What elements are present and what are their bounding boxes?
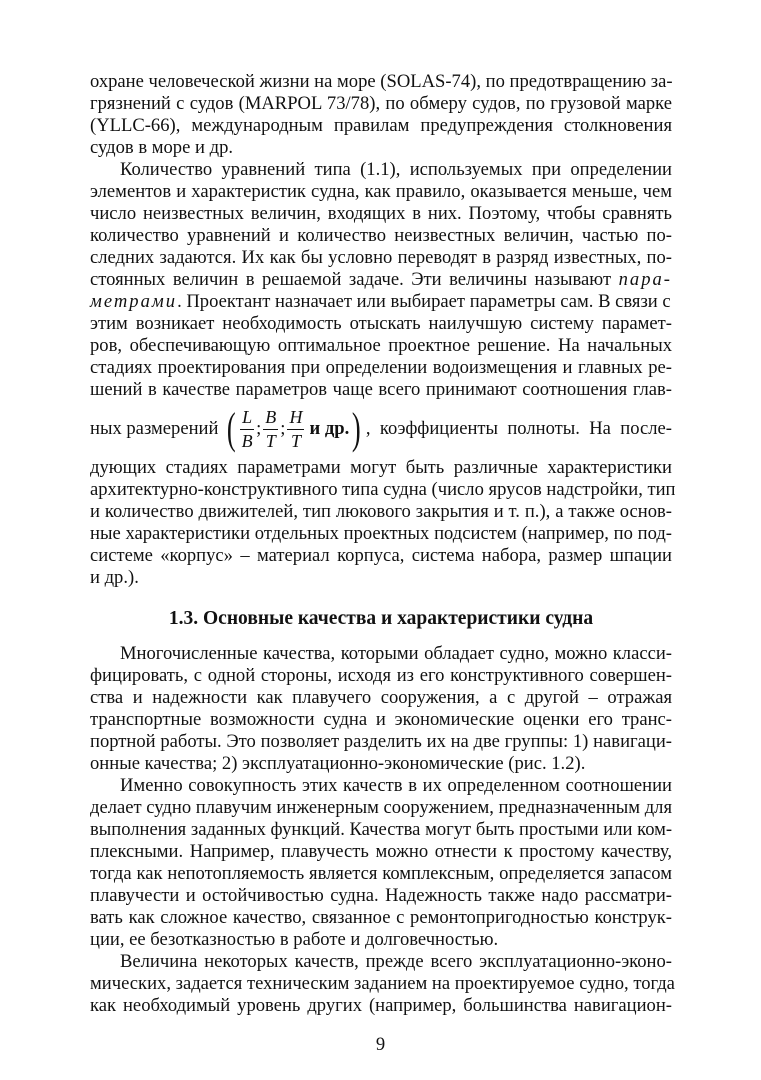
fraction-l-b — [240, 406, 254, 453]
text-line: охране человеческой жизни на море (SOLAS-74), по предотвращению за- — [90, 71, 673, 92]
text-span: стоянных величин в решаемой задаче. Эти величины называют — [90, 269, 612, 290]
text-line: и количество движителей, тип люкового закрытия и т. п.), а также основ- — [90, 501, 672, 522]
formula-post — [366, 418, 672, 440]
text-word: , — [365, 418, 371, 439]
numerator: B — [263, 406, 278, 430]
text-word: после- — [620, 418, 672, 439]
fraction-h-t — [287, 406, 304, 453]
formula-line — [90, 401, 672, 457]
paragraph-1 — [90, 71, 672, 159]
fraction-b-t — [263, 406, 278, 453]
text-line: выполнения заданных функций. Качества могут быть простыми или ком- — [90, 819, 673, 840]
separator: ; — [256, 418, 262, 439]
paragraph-5 — [90, 951, 675, 1017]
paragraph-3 — [90, 643, 672, 775]
page-number: 9 — [375, 1034, 386, 1055]
text-line: элементов и характеристик судна, как правило, оказывается меньше, чем — [90, 181, 672, 202]
page-body — [90, 71, 676, 1017]
text-span: . Проектант назначает или выбирает параметры сам. В связи с — [177, 291, 671, 312]
text-line: онные качества; 2) эксплуатационно-экономические (рис. 1.2). — [90, 753, 586, 774]
text-line: Именно совокупность этих качеств в их определенном соотношении — [120, 775, 672, 796]
text-word: На — [589, 418, 611, 439]
text-line: Многочисленные качества, которыми обладает судно, можно класси- — [120, 643, 672, 664]
text-line: портной работы. Это позволяет разделить их на две группы: 1) навигаци- — [90, 731, 672, 752]
left-paren: ( — [227, 404, 237, 453]
separator: ; — [280, 418, 286, 439]
text-line: грязнений с судов (MARPOL 73/78), по обмеру судов, по грузовой марке — [90, 93, 672, 114]
paragraph-2-end — [90, 457, 676, 589]
text-line: тогда как непотопляемость является комплексным, определяется запасом — [90, 863, 672, 884]
text-line: как необходимый уровень других (например, большинства навигацион- — [90, 995, 672, 1016]
text-line: судов в море и др. — [90, 137, 234, 158]
text-line: число неизвестных величин, входящих в них. Поэтому, чтобы сравнять — [90, 203, 672, 224]
text-word: коэффициенты — [379, 418, 499, 439]
text-line: количество уравнений и количество неизвестных величин, частью по- — [90, 225, 672, 246]
emphasized-term: пара- — [618, 269, 672, 290]
text-line: (YLLC-66), международным правилам предупреждения столкновения — [90, 115, 672, 136]
text-line: Количество уравнений типа (1.1), используемых при определении — [120, 159, 672, 180]
text-line: следних задаются. Их как бы условно переводят в разряд известных, по- — [90, 247, 672, 268]
formula — [224, 405, 363, 453]
section-heading: 1.3. Основные качества и характеристики судна — [168, 608, 594, 629]
text-line: транспортные возможности судна и экономические оценки его транс- — [90, 709, 672, 730]
text-line: и др.). — [90, 567, 139, 588]
paragraph-4 — [90, 775, 672, 951]
text-line: ные характеристики отдельных проектных подсистем (например, по под- — [90, 523, 672, 544]
denominator: T — [265, 430, 276, 451]
text-line: архитектурно-конструктивного типа судна (число ярусов надстройки, тип — [90, 479, 676, 500]
right-paren: ) — [352, 404, 361, 453]
text-line: плавучести и остойчивостью судна. Надежность также надо рассматри- — [90, 885, 672, 906]
text-line: фицировать, с одной стороны, исходя из его конструктивного совершен- — [90, 665, 672, 686]
text-line: системе «корпус» – материал корпуса, система набора, размер шпации — [90, 545, 672, 566]
formula-tail: и др. — [309, 418, 350, 439]
denominator: T — [290, 430, 301, 451]
text-span: ных размерений — [90, 418, 219, 439]
text-line: ства и надежности как плавучего сооружения, а с другой – отражая — [90, 687, 672, 708]
numerator: L — [240, 406, 254, 430]
denominator: B — [241, 430, 253, 451]
emphasized-term: метрами — [90, 291, 178, 312]
text-line: вать как сложное качество, связанное с ремонтопригодностью конструк- — [90, 907, 672, 928]
paragraph-2-cont — [90, 313, 672, 401]
text-line: дующих стадиях параметрами могут быть различные характеристики — [90, 457, 672, 478]
paragraph-2 — [90, 159, 672, 269]
text-line: плексными. Например, плавучесть можно отнести к простому качеству, — [90, 841, 672, 862]
text-line — [90, 291, 672, 313]
text-line — [90, 269, 672, 291]
text-line: шений в качестве параметров чаще всего принимают соотношения глав- — [90, 379, 672, 400]
text-line: стадиях проектирования при определении водоизмещения и главных ре- — [90, 357, 672, 378]
text-line: ров, обеспечивающую оптимальное проектное решение. На начальных — [90, 335, 672, 356]
text-line: делает судно плавучим инженерным сооружением, предназначенным для — [90, 797, 672, 818]
text-line: мических, задается техническим заданием на проектируемое судно, тогда — [90, 973, 675, 994]
text-line: ции, ее безотказностью в работе и долговечностью. — [90, 929, 499, 950]
numerator: H — [287, 406, 304, 430]
text-line: Величина некоторых качеств, прежде всего эксплуатационно-эконо- — [120, 951, 672, 972]
text-line: этим возникает необходимость отыскать наилучшую систему парамет- — [90, 313, 672, 334]
text-word: полноты. — [507, 418, 580, 439]
